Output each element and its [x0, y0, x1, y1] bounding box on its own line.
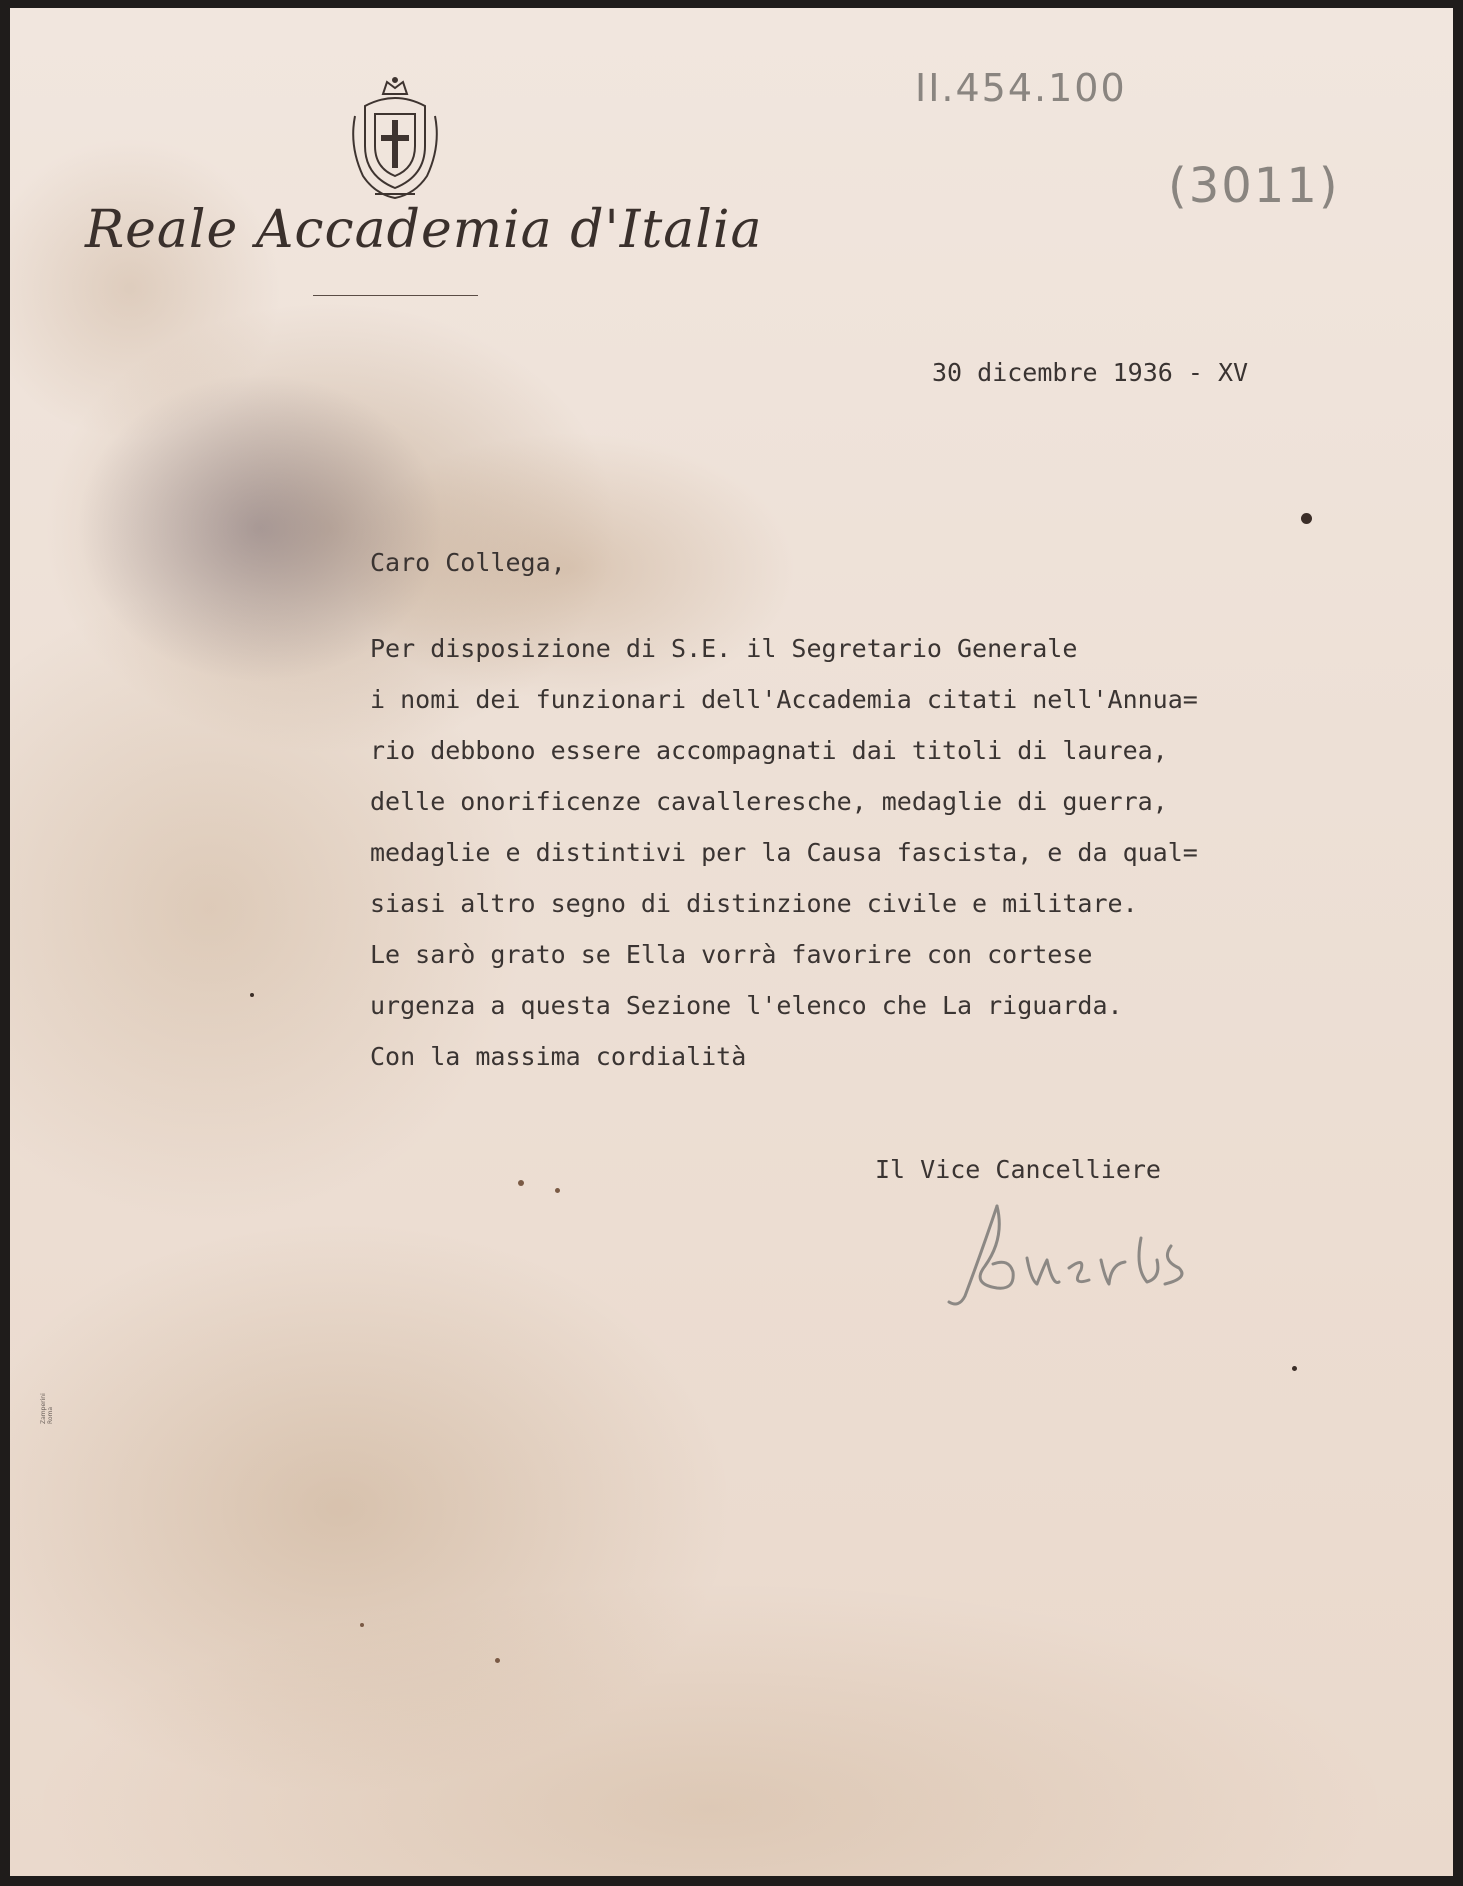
paper-speck: [1301, 513, 1312, 524]
letterhead-title: Reale Accademia d'Italia: [85, 200, 763, 260]
royal-crest-icon: [345, 76, 445, 206]
letter-page: [10, 8, 1453, 1876]
archive-reference: II.454.100: [915, 66, 1127, 110]
signature: [935, 1198, 1205, 1313]
paper-speck: [1292, 1366, 1297, 1371]
body-line: Per disposizione di S.E. il Segretario Generale: [370, 634, 1078, 663]
body-line: Le sarò grato se Ella vorrà favorire con cortese: [370, 940, 1093, 969]
body-line: delle onorificenze cavalleresche, medaglie di guerra,: [370, 787, 1168, 816]
body-line: Con la massima cordialità: [370, 1042, 747, 1071]
body-line: rio debbono essere accompagnati dai titoli di laurea,: [370, 736, 1168, 765]
letter-date: 30 dicembre 1936 - XV: [932, 358, 1249, 387]
body-line: siasi altro segno di distinzione civile e militare.: [370, 889, 1138, 918]
paper-speck: [518, 1180, 524, 1186]
paper-speck: [250, 993, 254, 997]
body-line: medaglie e distintivi per la Causa fascista, e da qual=: [370, 838, 1198, 867]
salutation: Caro Collega,: [370, 548, 566, 577]
letterhead-rule: [313, 295, 478, 296]
paper-speck: [495, 1658, 500, 1663]
archive-number: (3011): [1168, 158, 1340, 214]
paper-speck: [360, 1623, 364, 1627]
closing-role: Il Vice Cancelliere: [875, 1155, 1161, 1184]
body-line: urgenza a questa Sezione l'elenco che La riguarda.: [370, 991, 1123, 1020]
body-line: i nomi dei funzionari dell'Accademia citati nell'Annua=: [370, 685, 1198, 714]
paper-speck: [555, 1188, 560, 1193]
printer-mark: Zamperini Roma: [40, 1393, 54, 1424]
